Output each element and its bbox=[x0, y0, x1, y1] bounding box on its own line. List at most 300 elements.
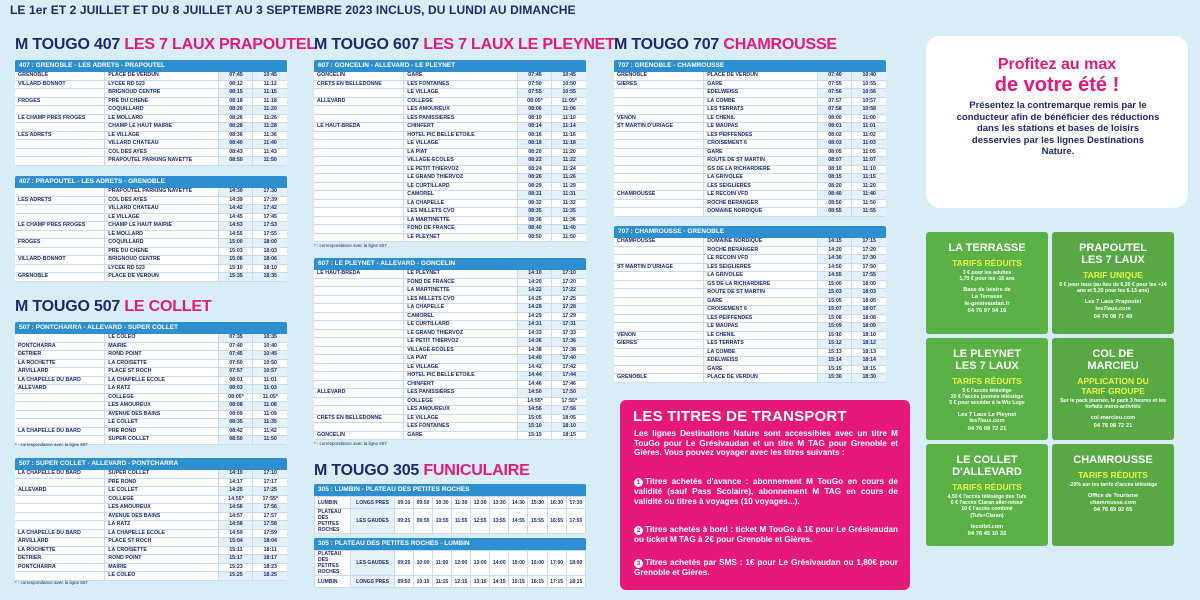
partner-tile bbox=[1052, 338, 1174, 440]
commune-cell bbox=[614, 106, 704, 115]
table-row bbox=[614, 246, 886, 255]
time-cell: 07:40 bbox=[219, 342, 253, 351]
route-407-title bbox=[15, 36, 316, 54]
stop-cell: ROND POINT bbox=[105, 351, 219, 360]
commune-cell bbox=[614, 272, 704, 281]
time-cell: 18:10 bbox=[852, 331, 886, 340]
time-cell: 08:14 bbox=[518, 123, 552, 132]
commune-cell bbox=[314, 165, 404, 174]
route-prefix: M TOUGO 305 bbox=[314, 462, 420, 479]
table-row bbox=[614, 89, 886, 98]
table-row bbox=[15, 410, 287, 419]
time-cell: 17:45 bbox=[253, 213, 287, 222]
table-row bbox=[614, 297, 886, 306]
time-cell: 12:00 bbox=[451, 551, 470, 576]
time-cell: 10:40 bbox=[852, 72, 886, 80]
commune-cell bbox=[15, 106, 105, 115]
stop-cell: LA CHAPELLE ECOLE bbox=[105, 529, 219, 538]
commune-cell: CRETS EN BELLEDONNE bbox=[314, 80, 404, 89]
commune-cell bbox=[614, 314, 704, 323]
time-cell: 15:35 bbox=[219, 273, 253, 282]
stop-cell: LYCEE RD 523 bbox=[105, 264, 219, 273]
stop-cell: PRAPOUTEL PARKING NAVETTE bbox=[105, 157, 219, 166]
stop-cell: PRE ROND bbox=[105, 478, 219, 487]
table-row bbox=[314, 414, 586, 423]
time-cell: 18:14 bbox=[852, 357, 886, 366]
tile-conditions: 6 € pour tous (au lieu de 6,20 € pour les +14 ans et 5,20 pour les 6-13 ans) bbox=[1059, 282, 1167, 295]
time-cell: 15:10 bbox=[818, 331, 852, 340]
time-cell: 17:31 bbox=[552, 321, 586, 330]
tile-place: lecollet.com bbox=[970, 523, 1004, 530]
time-cell: 10:30 bbox=[433, 497, 452, 509]
time-cell: 08:35 bbox=[518, 208, 552, 217]
table-row bbox=[15, 376, 287, 385]
commune-cell: CHAMROUSSE bbox=[614, 238, 704, 246]
time-cell: 08:50 bbox=[818, 199, 852, 208]
time-cell: 08:10 bbox=[818, 165, 852, 174]
commune-cell bbox=[15, 230, 105, 239]
stop-cell: ROUTE DE ST MARTIN bbox=[704, 289, 818, 298]
table-row bbox=[314, 270, 586, 278]
commune-cell bbox=[614, 348, 704, 357]
commune-cell bbox=[314, 208, 404, 217]
time-cell: 18:15 bbox=[566, 576, 585, 588]
time-cell: 11:05* bbox=[253, 393, 287, 402]
time-cell: 17:50 bbox=[552, 389, 586, 398]
commune-cell bbox=[614, 208, 704, 217]
time-cell: 11:15 bbox=[433, 576, 452, 588]
commune-cell bbox=[314, 233, 404, 242]
time-cell: 15:07 bbox=[818, 306, 852, 315]
partner-tile bbox=[926, 338, 1048, 440]
commune-cell: ST MARTIN D'URIAGE bbox=[614, 263, 704, 272]
stop-cell: LA CHAPELLE bbox=[404, 304, 518, 313]
stop-cell: GARE bbox=[404, 431, 518, 440]
time-cell: 18:25 bbox=[253, 572, 287, 581]
time-cell: 11:43 bbox=[253, 148, 287, 157]
time-cell: 11:50 bbox=[253, 157, 287, 166]
time-cell: 11:18 bbox=[253, 97, 287, 106]
time-cell: 17:58 bbox=[253, 521, 287, 530]
table-row bbox=[15, 247, 287, 256]
table-row bbox=[15, 196, 287, 205]
time-cell: 13:55 bbox=[490, 509, 509, 534]
time-cell: 18:35 bbox=[253, 273, 287, 282]
table-row bbox=[314, 114, 586, 123]
commune-cell bbox=[15, 213, 105, 222]
time-cell: 18:06 bbox=[253, 256, 287, 265]
stop-cell: PRE DU CHENE bbox=[105, 97, 219, 106]
time-cell: 11:55 bbox=[452, 509, 471, 534]
time-cell: 11:10 bbox=[552, 114, 586, 123]
time-cell: 09:25 bbox=[394, 551, 413, 576]
timetable bbox=[15, 470, 287, 581]
time-cell: 16:55 bbox=[547, 509, 566, 534]
time-cell: 17:56 bbox=[552, 406, 586, 415]
timetable-407-return bbox=[15, 176, 287, 282]
stop-cell: LE COLEO bbox=[105, 334, 219, 342]
time-cell: 14:56 bbox=[219, 504, 253, 513]
table-row bbox=[614, 263, 886, 272]
table-row bbox=[614, 340, 886, 349]
stop-cell: LES AMOUREUX bbox=[105, 504, 219, 513]
time-cell: 07:45 bbox=[219, 72, 253, 80]
titres-title: LES TITRES DE TRANSPORT bbox=[633, 408, 847, 425]
commune-cell: CRETS EN BELLEDONNE bbox=[314, 414, 404, 423]
tile-tarif: TARIFS RÉDUITS bbox=[952, 376, 1022, 386]
time-cell: 18:23 bbox=[253, 563, 287, 572]
route-prefix: M TOUGO 507 bbox=[15, 298, 121, 315]
commune-cell bbox=[314, 346, 404, 355]
table-row bbox=[15, 572, 287, 581]
commune-cell bbox=[15, 334, 105, 342]
funiculaire-up bbox=[314, 484, 586, 534]
time-cell: 11:55 bbox=[852, 208, 886, 217]
time-cell: 08:28 bbox=[219, 123, 253, 132]
time-cell: 15:15 bbox=[818, 365, 852, 374]
table-row bbox=[314, 174, 586, 183]
stop-cell: COLLEGE bbox=[105, 393, 219, 402]
table-row bbox=[15, 131, 287, 140]
tile-phone: 04 76 89 92 65 bbox=[1093, 507, 1133, 514]
tile-place: col-marcieu.com bbox=[1090, 415, 1136, 422]
time-cell: 15:17 bbox=[219, 555, 253, 564]
time-cell: 17:55 bbox=[566, 509, 585, 534]
time-cell: 18:00 bbox=[852, 280, 886, 289]
time-cell: 14:42 bbox=[518, 363, 552, 372]
time-cell: 17:17 bbox=[253, 478, 287, 487]
funiculaire-header: 305 : PLATEAU DES PETITES ROCHES - LUMBIN bbox=[314, 538, 586, 550]
number-badge: 3 bbox=[634, 559, 643, 568]
time-cell: 10:55 bbox=[852, 80, 886, 89]
commune-cell bbox=[15, 188, 105, 196]
stop-cell: CHAMP LE HAUT MAIRIE bbox=[105, 222, 219, 231]
stop-cell: PLACE DE VERDUN bbox=[704, 72, 818, 80]
table-row bbox=[314, 321, 586, 330]
time-cell: 14:20 bbox=[518, 278, 552, 287]
time-cell: 15:06 bbox=[219, 256, 253, 265]
table-row bbox=[314, 199, 586, 208]
commune-cell: LE HAUT-BRÉDA bbox=[314, 123, 404, 132]
stop-cell: ROND POINT bbox=[105, 555, 219, 564]
promo-title-line1: Profitez au max bbox=[997, 56, 1117, 73]
stop-cell: LE GRAND THIERVOZ bbox=[404, 174, 518, 183]
stop-cell: LE VILLAGE bbox=[404, 140, 518, 149]
commune-cell: GRENOBLE bbox=[15, 273, 105, 282]
stop-cell: ROCHE BERANGER bbox=[704, 199, 818, 208]
route-accent: LES 7 LAUX LE PLEYNET bbox=[423, 36, 615, 53]
commune-cell bbox=[614, 174, 704, 183]
commune-cell bbox=[314, 106, 404, 115]
stop-cell: LE VILLAGE bbox=[404, 89, 518, 98]
commune-cell: GIERES bbox=[614, 340, 704, 349]
table-row bbox=[614, 131, 886, 140]
time-cell: 11:08 bbox=[253, 402, 287, 411]
note-607-return: * : correspondance avec la ligne 507 bbox=[314, 441, 387, 446]
time-cell: 18:15 bbox=[552, 431, 586, 440]
stop-cell: LA COMBE bbox=[704, 97, 818, 106]
time-cell: 15:14 bbox=[818, 357, 852, 366]
table-row bbox=[15, 334, 287, 342]
stop-cell: PLACE DE VERDUN bbox=[105, 273, 219, 282]
table-row bbox=[314, 140, 586, 149]
stop-cell: HOTEL PIC BELLE ETOILE bbox=[404, 131, 518, 140]
time-cell: 11:02 bbox=[852, 131, 886, 140]
timetable bbox=[15, 334, 287, 445]
time-cell: 14:59 bbox=[219, 529, 253, 538]
table-row bbox=[314, 287, 586, 296]
time-cell: 17:55 bbox=[852, 272, 886, 281]
time-cell: 15:00 bbox=[818, 280, 852, 289]
table-row bbox=[15, 157, 287, 166]
table-row bbox=[15, 504, 287, 513]
time-cell: 09:50 bbox=[394, 576, 413, 588]
table-row bbox=[314, 123, 586, 132]
time-cell: 15:05 bbox=[818, 297, 852, 306]
commune-cell: PONTCHARRA bbox=[15, 563, 105, 572]
time-cell: 07:45 bbox=[518, 72, 552, 80]
stop-cell: GARE bbox=[704, 148, 818, 157]
time-cell: 09:55 bbox=[413, 509, 432, 534]
time-cell: 11:18 bbox=[552, 140, 586, 149]
table-row bbox=[314, 363, 586, 372]
commune-cell bbox=[614, 157, 704, 166]
table-row bbox=[314, 295, 586, 304]
time-cell: 07:50 bbox=[518, 80, 552, 89]
timetable-header: 507 : PONTCHARRA - ALLEVARD - SUPER COLLET bbox=[15, 322, 287, 334]
titres-item-3 bbox=[634, 558, 898, 578]
table-row bbox=[15, 478, 287, 487]
stop-cell: LE GRAND THIERVOZ bbox=[404, 329, 518, 338]
time-cell: 07:50 bbox=[219, 359, 253, 368]
stop-cell: LES PEIFFENDES bbox=[704, 314, 818, 323]
table-row bbox=[314, 191, 586, 200]
time-cell: 14:55 bbox=[509, 509, 528, 534]
table-row bbox=[15, 97, 287, 106]
commune-cell: LUMBIN bbox=[315, 497, 351, 509]
table-row bbox=[315, 551, 586, 576]
time-cell: 14:33 bbox=[518, 329, 552, 338]
time-cell: 08:08 bbox=[219, 402, 253, 411]
commune-cell bbox=[314, 312, 404, 321]
table-row bbox=[614, 157, 886, 166]
table-row bbox=[15, 273, 287, 282]
table-row bbox=[614, 148, 886, 157]
time-cell: 08:40 bbox=[818, 191, 852, 200]
time-cell: 08:01 bbox=[818, 123, 852, 132]
time-cell: 15:30 bbox=[818, 374, 852, 383]
tile-conditions: 5 € l'accès télésiège 20 € l'accès journée télésiège 5 € pour accéder à la Wiz Luge bbox=[949, 388, 1025, 407]
time-cell: 12:30 bbox=[471, 497, 490, 509]
time-cell: 14:31 bbox=[518, 321, 552, 330]
promo-text: Présentez la contremarque remis par le conducteur afin de bénéficier des réductions dans les stations et bases de loisirs desservies par les lignes Destinations Nature. bbox=[956, 100, 1160, 157]
timetable bbox=[314, 72, 586, 242]
tile-phone: 04 76 08 72 21 bbox=[967, 425, 1007, 432]
time-cell: 15:55 bbox=[528, 509, 547, 534]
number-badge: 1 bbox=[634, 478, 643, 487]
time-cell: 17:39 bbox=[253, 196, 287, 205]
stop-cell: LA PIAT bbox=[404, 148, 518, 157]
time-cell: 07:55 bbox=[818, 80, 852, 89]
time-cell: 08:18 bbox=[518, 140, 552, 149]
tile-phone: 04 76 08 72 21 bbox=[1093, 423, 1133, 429]
funiculaire-table bbox=[314, 550, 586, 588]
time-cell: 18:08 bbox=[852, 314, 886, 323]
time-cell: 17:57 bbox=[253, 512, 287, 521]
time-cell: 10:55 bbox=[433, 509, 452, 534]
time-cell: 14:25 bbox=[518, 295, 552, 304]
time-cell: 11:00 bbox=[433, 551, 452, 576]
time-cell: 14:17 bbox=[219, 478, 253, 487]
stop-cell: LE RECOIN VFD bbox=[704, 191, 818, 200]
number-badge: 2 bbox=[634, 526, 643, 535]
time-cell: 17:33 bbox=[552, 329, 586, 338]
stop-cell: LA MARTINETTE bbox=[404, 216, 518, 225]
stop-cell: LES GAUDES bbox=[351, 551, 394, 576]
table-row bbox=[614, 140, 886, 149]
time-cell: 08:20 bbox=[518, 148, 552, 157]
tile-tarif: TARIFS RÉDUITS bbox=[952, 482, 1022, 492]
time-cell: 11:00 bbox=[852, 114, 886, 123]
time-cell: 11:29 bbox=[552, 182, 586, 191]
table-row bbox=[15, 385, 287, 394]
time-cell: 13:00 bbox=[471, 551, 490, 576]
time-cell: 14:55* bbox=[219, 495, 253, 504]
time-cell: 14:36 bbox=[518, 338, 552, 347]
stop-cell: PLACE ST ROCH bbox=[105, 538, 219, 547]
time-cell: 15:00 bbox=[509, 551, 528, 576]
time-cell: 17:42 bbox=[552, 363, 586, 372]
stop-cell: LES SEIGLIERES bbox=[704, 182, 818, 191]
commune-cell bbox=[314, 199, 404, 208]
time-cell: 11:36 bbox=[552, 216, 586, 225]
time-cell: 10:45 bbox=[253, 351, 287, 360]
stop-cell: COLLEGE bbox=[404, 397, 518, 406]
stop-cell: COL DES AYES bbox=[105, 196, 219, 205]
table-row bbox=[315, 497, 586, 509]
time-cell: 17:00 bbox=[547, 551, 566, 576]
route-accent: CHAMROUSSE bbox=[723, 36, 837, 53]
stop-cell: LE PETIT THIERVOZ bbox=[404, 165, 518, 174]
time-cell: 15:03 bbox=[818, 289, 852, 298]
commune-cell: LA CHAPELLE DU BARD bbox=[15, 376, 105, 385]
time-cell: 11:40 bbox=[852, 191, 886, 200]
table-row bbox=[314, 157, 586, 166]
stop-cell: BRIGNOUD CENTRE bbox=[105, 89, 219, 98]
stop-cell: LA CHAPELLE ECOLE bbox=[105, 376, 219, 385]
time-cell: 17:20 bbox=[852, 246, 886, 255]
stop-cell: PRE ROND bbox=[105, 427, 219, 436]
time-cell: 14:55 bbox=[219, 230, 253, 239]
commune-cell: LA ROCHETTE bbox=[15, 359, 105, 368]
timetable-header: 607 : LE PLEYNET - ALLEVARD - GONCELIN bbox=[314, 258, 586, 270]
time-cell: 14:53 bbox=[219, 222, 253, 231]
stop-cell: MAIRIE bbox=[105, 342, 219, 351]
tile-phone: 04 76 08 71 49 bbox=[1093, 313, 1133, 320]
time-cell: 14:58 bbox=[219, 521, 253, 530]
commune-cell bbox=[15, 402, 105, 411]
commune-cell bbox=[314, 216, 404, 225]
time-cell: 08:05* bbox=[518, 97, 552, 106]
timetable-507-outbound bbox=[15, 322, 287, 445]
commune-cell: GRENOBLE bbox=[15, 72, 105, 80]
commune-cell bbox=[15, 419, 105, 428]
table-row bbox=[15, 213, 287, 222]
timetable-header: 607 : GONCELIN - ALLEVARD - LE PLEYNET bbox=[314, 60, 586, 72]
commune-cell: LES ADRETS bbox=[15, 131, 105, 140]
route-accent: LE COLLET bbox=[124, 298, 212, 315]
stop-cell: LES PANISSIERES bbox=[404, 114, 518, 123]
time-cell: 17:15 bbox=[547, 576, 566, 588]
stop-cell: LES SEIGLIERES bbox=[704, 263, 818, 272]
time-cell: 07:57 bbox=[818, 97, 852, 106]
time-cell: 11:07 bbox=[852, 157, 886, 166]
funiculaire-header: 305 : LUMBIN - PLATEAU DES PETITES ROCHES bbox=[314, 484, 586, 496]
time-cell: 11:20 bbox=[852, 182, 886, 191]
time-cell: 15:23 bbox=[219, 563, 253, 572]
time-cell: 11:05 bbox=[852, 148, 886, 157]
stop-cell: CROISEMENT 6 bbox=[704, 306, 818, 315]
stop-cell: AVENUE DES BAINS bbox=[105, 512, 219, 521]
commune-cell: LE CHAMP PRES FROGES bbox=[15, 222, 105, 231]
time-cell: 17:36 bbox=[552, 338, 586, 347]
time-cell: 18:00 bbox=[253, 239, 287, 248]
stop-cell: COQUILLARD bbox=[105, 106, 219, 115]
table-row bbox=[15, 351, 287, 360]
table-row bbox=[314, 355, 586, 364]
commune-cell bbox=[314, 406, 404, 415]
stop-cell: LES MILLETS CVO bbox=[404, 208, 518, 217]
stop-cell: LONGS PRES bbox=[351, 576, 394, 588]
commune-cell bbox=[15, 264, 105, 273]
table-row bbox=[15, 521, 287, 530]
time-cell: 14:42 bbox=[219, 205, 253, 214]
partner-tile bbox=[926, 444, 1048, 546]
time-cell: 14:55 bbox=[818, 272, 852, 281]
time-cell: 14:28 bbox=[518, 304, 552, 313]
table-row bbox=[314, 106, 586, 115]
time-cell: 15:09 bbox=[818, 323, 852, 332]
route-305-title bbox=[314, 462, 530, 480]
stop-cell: LE COLLET bbox=[105, 419, 219, 428]
time-cell: 08:22 bbox=[518, 157, 552, 166]
table-row bbox=[614, 165, 886, 174]
stop-cell: PLACE DE VERDUN bbox=[105, 72, 219, 80]
time-cell: 12:15 bbox=[451, 576, 470, 588]
tile-phone: 04 76 45 10 32 bbox=[967, 531, 1007, 538]
stop-cell: LE PETIT THIERVOZ bbox=[404, 338, 518, 347]
stop-cell: SUPER COLLET bbox=[105, 470, 219, 478]
commune-cell bbox=[15, 512, 105, 521]
tile-name: LE COLLET D'ALLEVARD bbox=[952, 454, 1022, 478]
time-cell: 17:53 bbox=[253, 222, 287, 231]
table-row bbox=[15, 230, 287, 239]
time-cell: 17:10 bbox=[552, 270, 586, 278]
partner-tile bbox=[926, 232, 1048, 334]
time-cell: 17:42 bbox=[253, 205, 287, 214]
commune-cell bbox=[614, 165, 704, 174]
tile-conditions: -20% sur les tarifs d'accès télésiège bbox=[1068, 482, 1158, 488]
table-row bbox=[15, 512, 287, 521]
stop-cell: BRIGNOUD CENTRE bbox=[105, 256, 219, 265]
headline: LE 1er ET 2 JUILLET ET DU 8 JUILLET AU 3 SEPTEMBRE 2023 INCLUS, DU LUNDI AU DIMANCHE bbox=[10, 3, 576, 17]
stop-cell: LA COMBE bbox=[704, 348, 818, 357]
time-cell: 18:00 bbox=[566, 551, 585, 576]
time-cell: 14:44 bbox=[518, 372, 552, 381]
time-cell: 17:56 bbox=[253, 504, 287, 513]
time-cell: 18:03 bbox=[253, 247, 287, 256]
commune-cell: LES ADRETS bbox=[15, 196, 105, 205]
